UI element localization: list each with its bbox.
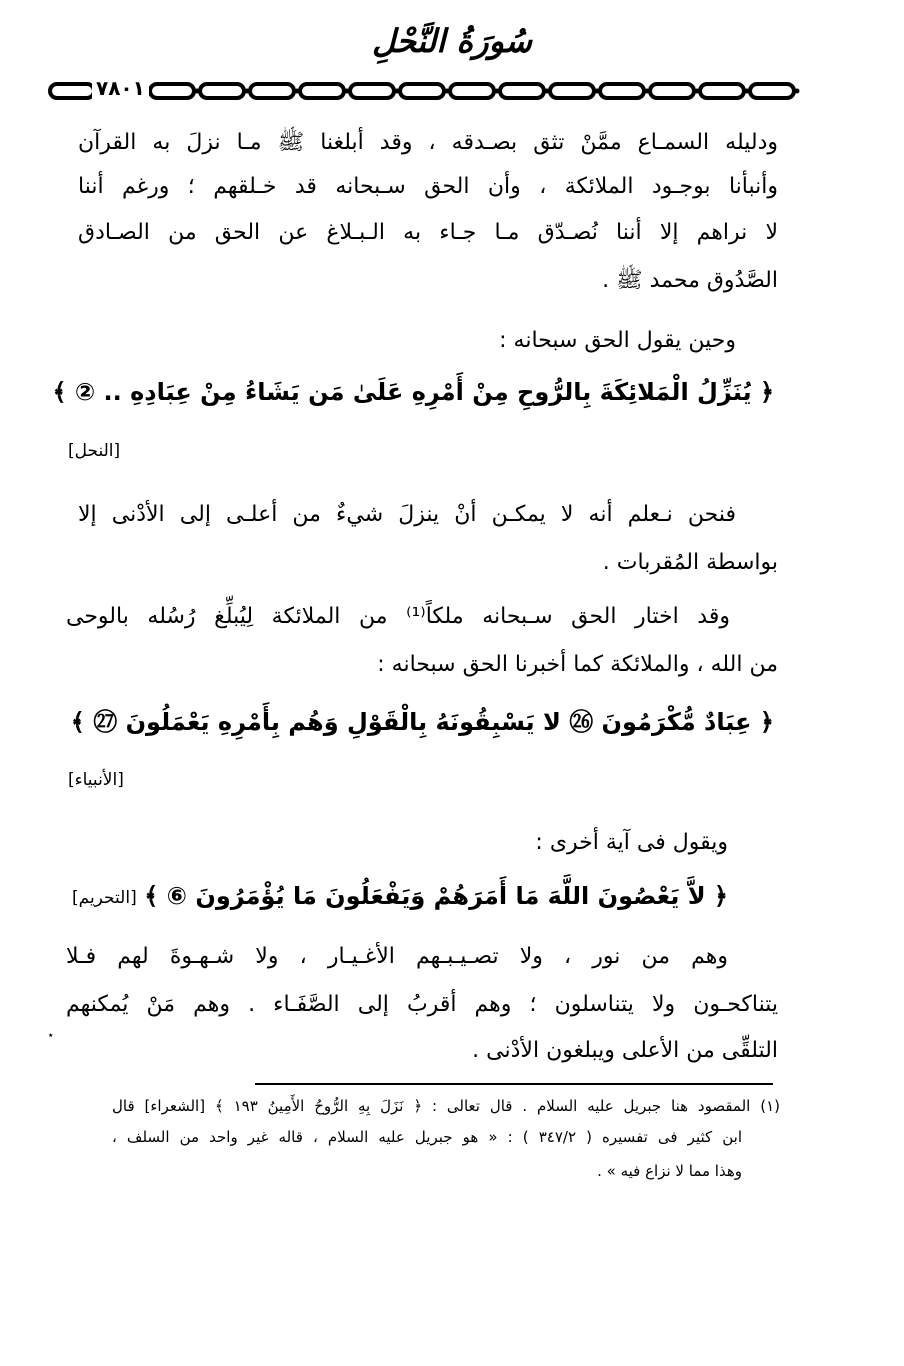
paragraph-4-line-1: وقد اختار الحق سـبحانه ملكاً⁽¹⁾ من الملائكة لِيُبلِّغ رُسُله بالوحى: [66, 604, 730, 629]
chain-link: [700, 84, 744, 98]
paragraph-4-line-2: من الله ، والملائكة كما أخبرنا الحق سبحانه :: [377, 652, 778, 677]
verse-nahl-2: ﴿ يُنَزِّلُ الْمَلائِكَةَ بِالرُّوحِ مِنْ أَمْرِهِ عَلَىٰ مَن يَشَاءُ مِنْ عِبَادِهِ .. ② ﴾: [52, 378, 774, 406]
page-number: ٧٨٠١: [92, 76, 149, 100]
verse-tahrim-6: ﴿ لاَّ يَعْصُونَ اللَّهَ مَا أَمَرَهُمْ وَيَفْعَلُونَ مَا يُؤْمَرُونَ ⑥ ﴾: [144, 882, 728, 910]
footnote-line-1: (١) المقصود هنا جبريل عليه السلام . قال تعالى : ﴿ نَزَلَ بِهِ الرُّوحُ الأَمِينُ ١٩٣ ﴾ [الشعراء] قال: [112, 1097, 780, 1115]
verse-reference-nahl: [النحل]: [68, 441, 121, 461]
chain-link: [250, 84, 294, 98]
paragraph-6-line-3: التلقِّى من الأعلى ويبلغون الأدْنى .: [472, 1038, 778, 1063]
chain-link: [750, 84, 794, 98]
paragraph-1-line-4: الصَّدُوق محمد ﷺ .: [602, 268, 778, 293]
paragraph-3-line-1: فنحن نـعلم أنه لا يمكـن أنْ ينزلَ شيءٌ من أعلـى إلى الأدْنى إلا: [78, 502, 736, 527]
chain-link: [500, 84, 544, 98]
chain-link: [400, 84, 444, 98]
paragraph-6-line-1: وهم من نور ، ولا تصـيـبـهم الأغـيـار ، ولا شـهـوةَ لهم فـلا: [66, 944, 728, 969]
chain-link: [300, 84, 344, 98]
paragraph-3-line-2: بواسطة المُقربات .: [602, 550, 778, 575]
chain-link: [550, 84, 594, 98]
verse-reference-tahrim: [التحريم]: [72, 888, 137, 908]
paragraph-5-line-1: ويقول فى آية أخرى :: [535, 830, 728, 855]
chain-link: [600, 84, 644, 98]
chain-link: [50, 84, 94, 98]
chain-link: [350, 84, 394, 98]
paragraph-1-line-2: وأنبأنا بوجـود الملائكة ، وأن الحق سـبحانه قد خـلقهم ؛ ورغم أننا: [78, 174, 778, 199]
verse-reference-anbiya: [الأنبياء]: [68, 770, 124, 790]
chain-link: [150, 84, 194, 98]
print-speck: ٭: [48, 1030, 54, 1041]
chain-link: [200, 84, 244, 98]
paragraph-6-line-2: يتناكحـون ولا يتناسلون ؛ وهم أقربُ إلى الصَّفَـاء . وهم مَنْ يُمكنهم: [66, 992, 778, 1017]
footnote-line-3: وهذا مما لا نزاع فيه » .: [597, 1162, 742, 1180]
footnote-separator: [255, 1083, 773, 1085]
paragraph-2-line-1: وحين يقول الحق سبحانه :: [499, 328, 736, 353]
verse-anbiya-26-27: ﴿ عِبَادٌ مُّكْرَمُونَ ㉖ لا يَسْبِقُونَهُ بِالْقَوْلِ وَهُم بِأَمْرِهِ يَعْمَلُونَ ㉗ ﴾: [70, 708, 774, 736]
chain-bead: [795, 89, 800, 94]
surah-title: سُورَةُ النَّحْلِ: [372, 22, 532, 60]
paragraph-1-line-3: لا نراهم إلا أننا نُصـدّق مـا جـاء به الـبـلاغ عن الحق من الصـادق: [78, 220, 778, 245]
chain-link: [450, 84, 494, 98]
paragraph-1-line-1: ودليله السمـاع ممَّنْ تثق بصـدقه ، وقد أبلغنا ﷺ مـا نزلَ به القرآن: [78, 130, 778, 155]
footnote-line-2: ابن كثير فى تفسيره ( ٣٤٧/٢ ) : « هو جبريل عليه السلام ، قاله غير واحد من السلف ،: [112, 1128, 742, 1146]
chain-link: [650, 84, 694, 98]
ornamental-chain-border: [46, 78, 816, 104]
